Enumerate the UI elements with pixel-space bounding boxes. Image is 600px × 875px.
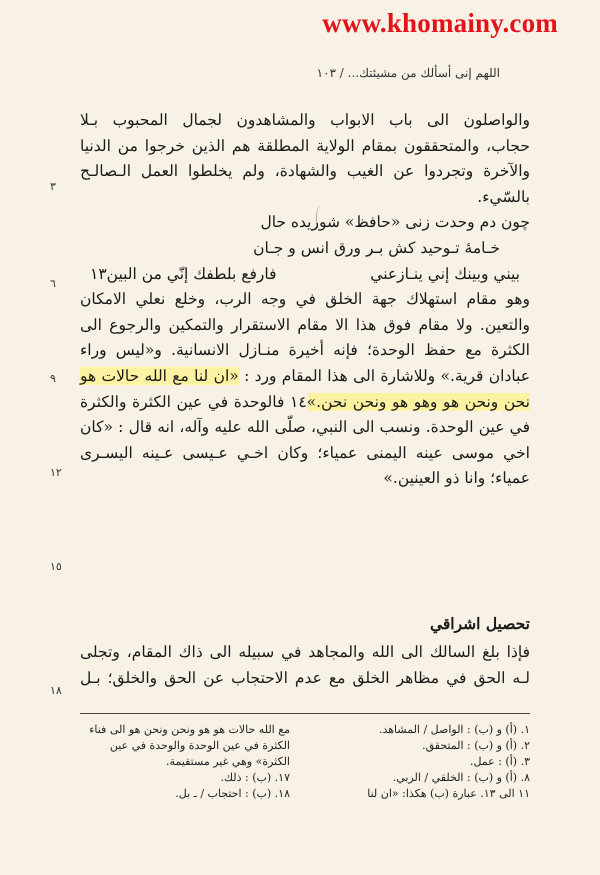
watermark-url: www.khomainy.com: [322, 8, 558, 38]
line-number-18: ١٨: [50, 684, 62, 697]
poem-persian-line: خـامۀ تـوحيد كش بـر ورق انس و جـان: [253, 238, 500, 257]
footnotes-right-column: [330, 722, 530, 802]
text-line-12-plain: ١٤ فالوحدة في عين الكثرة والكثرة: [80, 392, 307, 411]
line-number-15: ١٥: [50, 560, 62, 573]
text-line-8: وهو مقام استهلاك جهة الخلق في وجه الرب، وخلع نعلي الامكان: [80, 290, 530, 309]
section-heading: تحصيل اشراقي: [429, 614, 530, 633]
footnote-18: ١٨. (ب) : احتجاب / ـ بل.: [175, 787, 290, 800]
text-line-10: الكثرة مع حفظ الوحدة؛ فإنه أخيرة منـازل الانسانية. و«ليس وراء: [80, 341, 530, 360]
line-number-9: ٩: [50, 372, 56, 385]
footnote-1: ١. (أ) و (ب) : الواصل / المشاهد.: [378, 723, 530, 736]
highlighted-quote-end: نحن ونحن هو وهو هو ونحن نحن.»: [306, 392, 530, 411]
text-line-1: والواصلون الى باب الابواب والمشاهدون لجمال المحبوب بـلا: [80, 111, 530, 129]
text-line-15: عمياء؛ وانا ذو العينين.»: [383, 469, 530, 488]
section-text: [80, 640, 530, 691]
line-number-6: ٦: [50, 277, 56, 290]
footnote-17: ١٧. (ب) : ذلك.: [220, 771, 290, 784]
text-line-2: حجاب، والمتحققون بمقام الولاية المطلقة هم الذين خرجوا من الدنيا: [80, 136, 530, 155]
text-line-4: بالسّيء.: [477, 187, 530, 206]
text-line-11-plain: عبادان قرية.» وللاشارة الى هذا المقام ورد :: [238, 366, 531, 385]
section-line-2: لـه الحق في مظاهر الخلق مع عدم الاحتجاب عن الحق والخلق؛ بـل: [80, 668, 530, 687]
text-line-11: [80, 364, 530, 390]
highlighted-quote-start: «ان لنا مع الله حالات هو: [80, 366, 239, 385]
poem-hemistich-left: فارفع بلطفك إنّي من البين١٣: [90, 264, 277, 283]
text-line-9: والتعين. ولا مقام فوق هذا الا مقام الاستقرار والتمكين والرجوع الى: [80, 315, 530, 334]
footnote-2: ٢. (أ) و (ب) : المتحقق.: [422, 739, 530, 752]
poem-hemistich-right: بيني وبينك إني ينـازعني: [370, 264, 520, 283]
footnotes-left-column: [80, 722, 290, 802]
footnote-11-13: ١١ الى ١٣. عبارة (ب) هكذا: «ان لنا: [367, 787, 530, 800]
text-line-14: اخي موسى عينه اليمنى عمياء؛ وكان اخـي عـيسى عـينه اليسـرى: [80, 443, 530, 462]
main-text: [80, 108, 530, 492]
footnote-divider: [80, 713, 530, 714]
text-line-12: [80, 390, 530, 416]
text-line-3: والآخرة وتجردوا عن الغيب والشهادة، ولم يخلطوا العمل الـصالـح: [80, 162, 530, 181]
line-number-12: ١٢: [50, 466, 62, 479]
footnote-11-13-continued: مع الله حالات هو هو ونحن ونحن هو الى فناء الكثرة في عين الوحدة والوحدة في عين الكثرة» وهي غير مستقيمة.: [89, 723, 290, 768]
running-head: اللهم إنى أسألك من مشيئتك... / ١٠٣: [316, 66, 500, 80]
footnote-3: ٣. (أ) : عمل.: [469, 755, 530, 768]
text-line-13: في عين الوحدة. ونسب الى النبي، صلّى الله عليه وآله، انه قال : «كان: [80, 418, 530, 437]
poem-arabic-verse: [80, 262, 530, 288]
section-line-1: فإذا بلغ السالك الى الله والمجاهد في سبيله الى ذاك المقام، وتجلى: [80, 643, 530, 661]
text-line-5: چون دم وحدت زنى «حافظ» شوريده حال: [260, 213, 530, 232]
line-number-3: ٣: [50, 180, 56, 193]
footnote-8: ٨. (أ) و (ب) : الخلقي / الربي.: [392, 771, 530, 784]
